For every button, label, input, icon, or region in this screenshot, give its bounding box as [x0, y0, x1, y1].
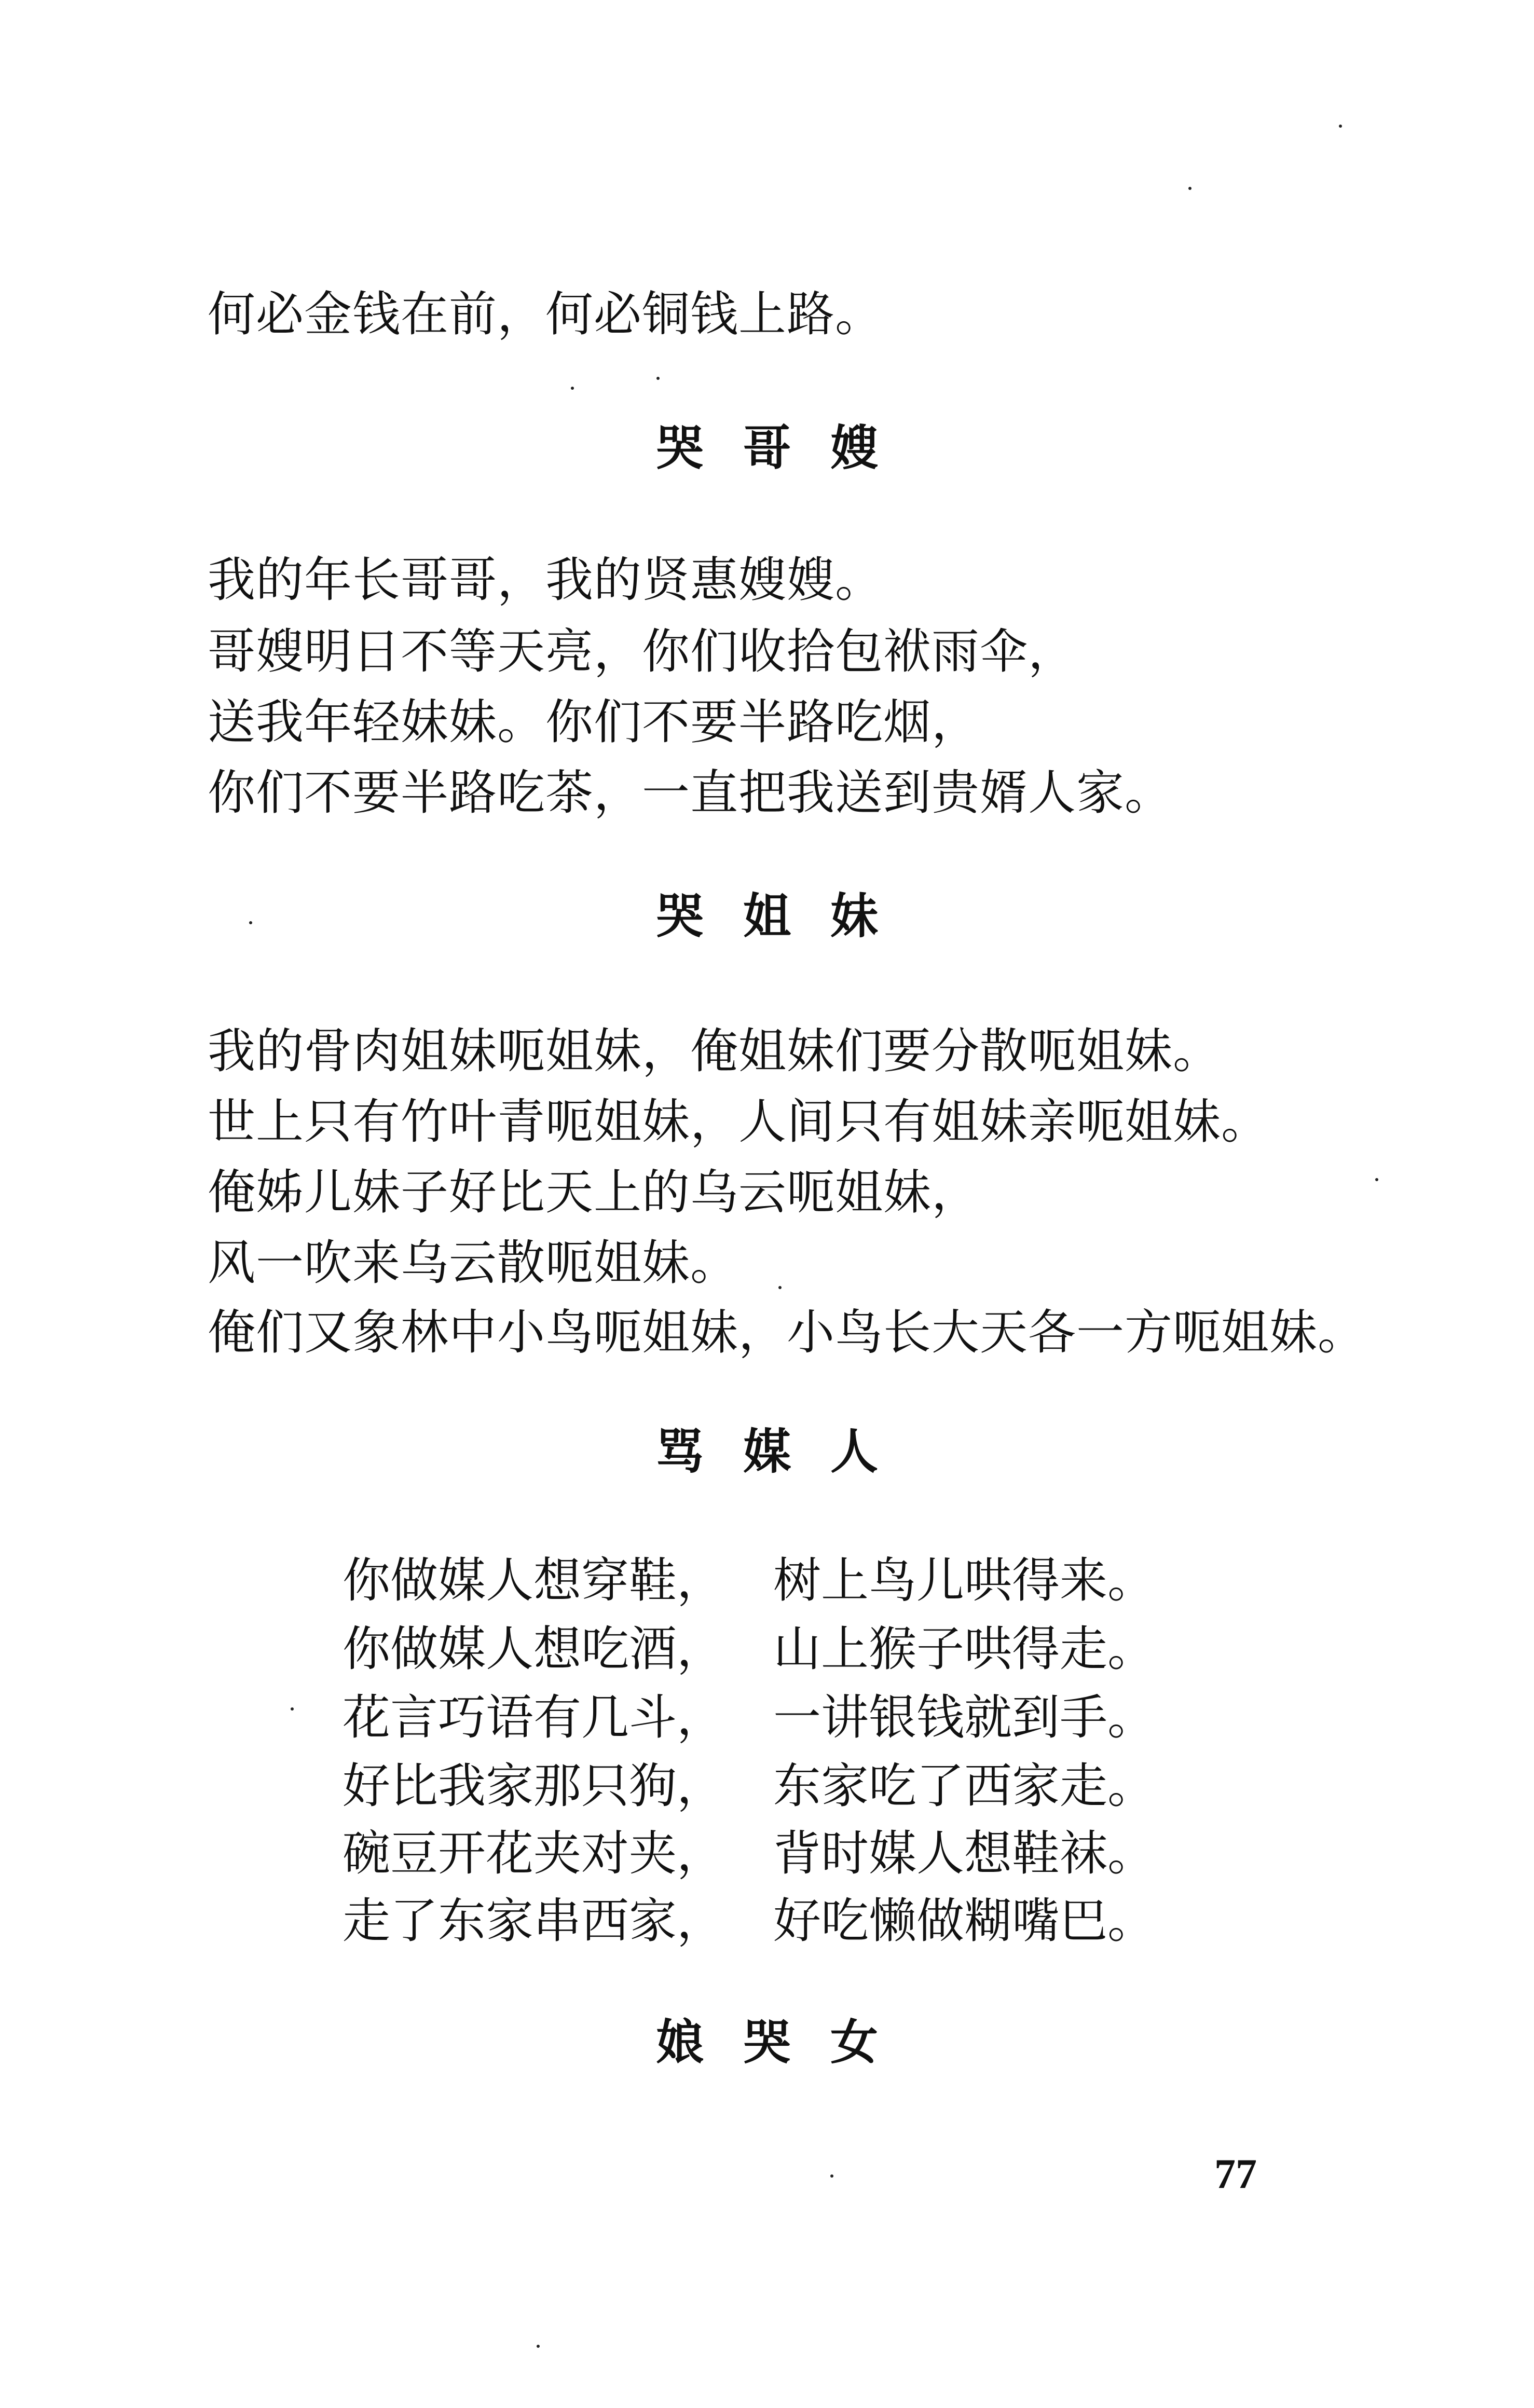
section-1-line: 你们不要半路吃茶，一直把我送到贵婿人家。: [208, 765, 1173, 820]
couplet-right: 一讲银钱就到手。: [773, 1690, 1156, 1745]
couplet-left: 碗豆开花夹对夹，: [343, 1826, 725, 1881]
section-1-line: 哥嫂明日不等天亮，你们收拾包袱雨伞，: [208, 624, 1077, 679]
scan-speck: [249, 921, 252, 924]
section-1-line: 送我年轻妹妹。你们不要半路吃烟，: [208, 694, 980, 750]
section-1-line: 我的年长哥哥，我的贤惠嫂嫂。: [208, 552, 884, 608]
section-title-maimeiren: 骂媒人: [655, 1424, 917, 1480]
couplet-right: 东家吃了西家走。: [773, 1758, 1156, 1814]
scan-speck: [1339, 125, 1342, 128]
couplet-right: 树上鸟儿哄得来。: [773, 1553, 1156, 1608]
scan-speck: [537, 2345, 540, 2348]
section-2-line: 俺们又象林中小鸟呃姐妹，小鸟长大天各一方呃姐妹。: [208, 1305, 1366, 1360]
section-2-line: 俺姊儿妹子好比天上的乌云呃姐妹，: [208, 1165, 980, 1220]
scan-speck: [571, 387, 574, 390]
couplet-right: 好吃懒做糊嘴巴。: [773, 1893, 1156, 1949]
section-2-line: 我的骨肉姐妹呃姐妹，俺姐妹们要分散呃姐妹。: [208, 1023, 1222, 1079]
section-title-kujiemei: 哭姐妹: [655, 888, 917, 944]
scan-speck: [1188, 187, 1191, 190]
section-title-kugesao: 哭哥嫂: [655, 420, 917, 476]
scan-speck: [830, 2174, 833, 2178]
couplet-left: 你做媒人想穿鞋，: [343, 1553, 725, 1608]
couplet-right: 山上猴子哄得走。: [773, 1621, 1156, 1677]
section-2-line: 风一吹来乌云散呃姐妹。: [208, 1235, 739, 1291]
scan-speck: [291, 1707, 294, 1711]
couplet-left: 走了东家串西家，: [343, 1893, 725, 1949]
section-title-niangkunu: 娘哭女: [655, 2015, 917, 2070]
couplet-left: 你做媒人想吃酒，: [343, 1621, 725, 1677]
scan-speck: [656, 377, 660, 380]
couplet-right: 背时媒人想鞋袜。: [773, 1826, 1156, 1881]
section-2-line: 世上只有竹叶青呃姐妹，人间只有姐妹亲呃姐妹。: [208, 1094, 1270, 1150]
intro-line: 何必金钱在前，何必铜钱上路。: [208, 286, 884, 342]
page-number: 77: [1214, 2150, 1257, 2197]
scan-speck: [778, 1286, 782, 1289]
couplet-left: 花言巧语有几斗，: [343, 1690, 725, 1745]
couplet-left: 好比我家那只狗，: [343, 1758, 725, 1814]
scan-speck: [1375, 1178, 1378, 1181]
